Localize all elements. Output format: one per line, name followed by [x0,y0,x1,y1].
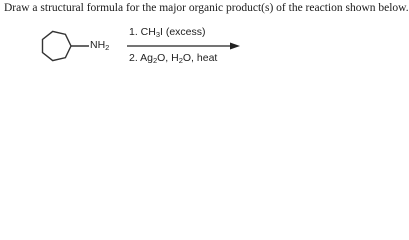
condition-step-2: 2. $Ag_2O$, $H_2O$, heat [129,52,218,65]
cycloheptane-ring-shape [43,31,72,60]
amine-group: $NH_2$ [90,39,110,52]
condition-step-1: 1. $CH_3I$ (excess) [129,26,206,39]
question-text: Draw a structural formula for the major organic product(s) of the reaction shown below. [4,2,409,14]
reaction-arrow-head [230,43,240,50]
